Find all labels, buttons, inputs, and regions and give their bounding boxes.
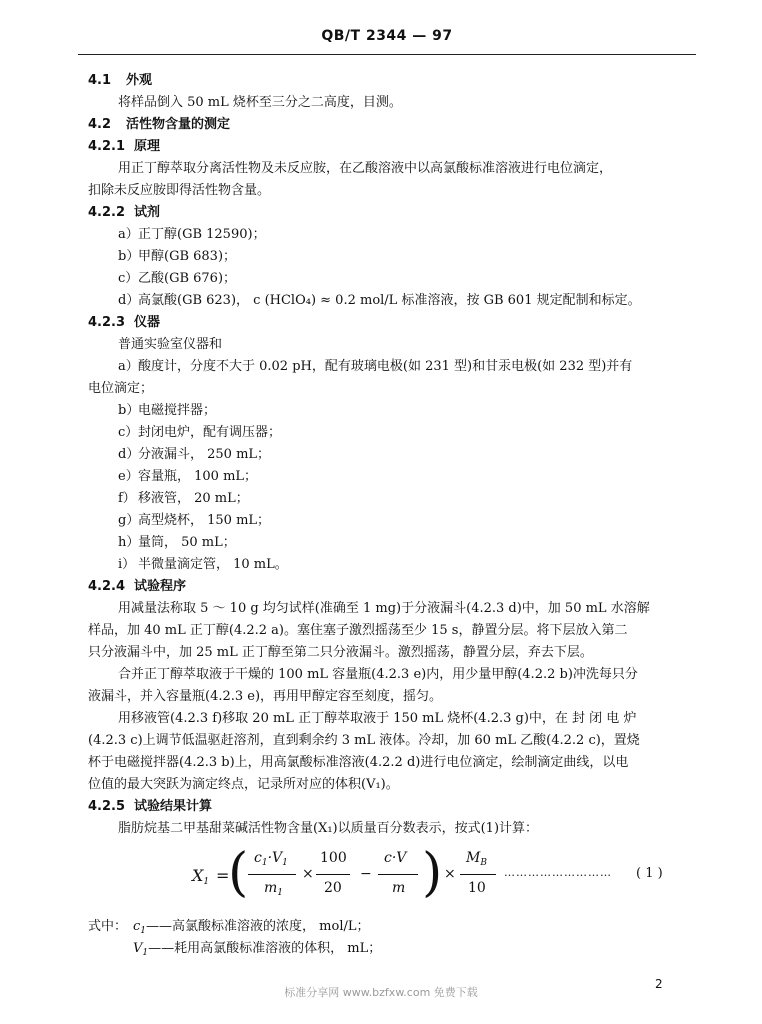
formula-times: × (302, 866, 314, 882)
fraction-bar (248, 874, 296, 875)
list-item: c）封闭电炉，配有调压器； (118, 425, 282, 440)
paragraph-line: 用移液管(4.2.3 f)移取 20 mL 正丁醇萃取液于 150 mL 烧杯(4.2.3 g)中，在 封 闭 电 炉 (118, 711, 637, 726)
formula-left-paren: ( (228, 843, 249, 903)
paragraph-line: 杯于电磁搅拌器(4.2.3 b)上，用高氯酸标准溶液(4.2.2 d)进行电位滴定，绘制滴定曲线，以电 (88, 755, 629, 770)
formula-1 (88, 844, 700, 916)
fraction-bar (378, 874, 418, 875)
heading-4-2-5: 4.2.5 试验结果计算 (88, 799, 213, 814)
formula-denominator-3: m (392, 880, 406, 896)
paragraph-line: 用减量法称取 5 ～ 10 g 均匀试样(准确至 1 mg)于分液漏斗(4.2.3 d)中，加 50 mL 水溶解 (118, 601, 650, 616)
apparatus-list (88, 400, 700, 576)
paragraph-line: 合并正丁醇萃取液于干燥的 100 mL 容量瓶(4.2.3 e)内，用少量甲醇(4.2.2 b)冲洗每只分 (118, 667, 638, 682)
paragraph-line: 样品，加 40 mL 正丁醇(4.2.2 a)。塞住塞子激烈摇荡至少 15 s，静置分层。将下层放入第二 (88, 623, 628, 638)
reagent-list (88, 224, 700, 312)
page-number: 2 (655, 977, 663, 991)
page-header (78, 18, 696, 55)
list-item: c）乙酸(GB 676)； (118, 271, 237, 286)
heading-4-2-1: 4.2.1 原理 (88, 139, 161, 154)
formula-denominator-4: 10 (468, 880, 486, 896)
appearance-text: 将样品倒入 50 mL 烧杯至三分之二高度，目测。 (118, 95, 402, 110)
procedure-paragraph-2 (88, 664, 700, 708)
formula-times: × (444, 866, 456, 882)
formula-lhs: $X_1$ (192, 866, 210, 887)
symbol-definitions (88, 916, 700, 960)
heading-4-2-2: 4.2.2 试剂 (88, 205, 161, 220)
heading-4-2-4: 4.2.4 试验程序 (88, 579, 187, 594)
formula-right-paren: ) (422, 843, 443, 903)
fraction-bar (460, 874, 496, 875)
formula-number: ( 1 ) (636, 866, 663, 881)
formula-minus: − (360, 866, 372, 882)
heading-4-2-3: 4.2.3 仪器 (88, 315, 161, 330)
heading-4-2: 4.2 活性物含量的测定 (88, 117, 231, 132)
formula-numerator-1: $c_1\cdot V_1$ (254, 850, 288, 868)
list-item-continuation: 电位滴定； (88, 381, 154, 396)
definition-item: $V_1——$耗用高氯酸标准溶液的体积， mL； (133, 941, 382, 958)
list-item: h）量筒， 50 mL； (118, 535, 236, 550)
formula-equals: = (216, 866, 230, 885)
formula-numerator-3: c·V (384, 850, 407, 866)
fraction-bar (316, 874, 350, 875)
procedure-paragraph-3 (88, 708, 700, 796)
principle-line-1: 用正丁醇萃取分离活性物及未反应胺，在乙酸溶液中以高氯酸标准溶液进行电位滴定， (118, 161, 613, 176)
procedure-paragraph-1 (88, 598, 700, 664)
standard-code: QB/T 2344 — 97 (321, 28, 453, 44)
list-item: a）正丁醇(GB 12590)； (118, 227, 266, 242)
list-item: a）酸度计，分度不大于 0.02 pH，配有玻璃电极(如 231 型)和甘汞电极(如 232 型)并有 (118, 359, 633, 374)
list-item: f） 移液管， 20 mL； (118, 491, 249, 506)
definition-prefix: 式中： (88, 919, 128, 934)
apparatus-intro: 普通实验室仪器和 (118, 337, 223, 352)
formula-leader-dots: ……………………… (504, 866, 612, 879)
formula-numerator-2: 100 (320, 850, 347, 866)
list-item: b）电磁搅拌器； (118, 403, 217, 418)
principle-line-2: 扣除未反应胺即得活性物含量。 (88, 183, 271, 198)
formula-denominator-2: 20 (324, 880, 342, 896)
definition-item: 式中： $c_1——$高氯酸标准溶液的浓度， mol/L； (88, 919, 370, 936)
list-item: i） 半微量滴定管， 10 mL。 (118, 557, 288, 572)
list-item: d）分液漏斗， 250 mL； (118, 447, 271, 462)
list-item: b）甲醇(GB 683)； (118, 249, 237, 264)
paragraph-line: 位值的最大突跃为滴定终点，记录所对应的体积(V₁)。 (88, 777, 399, 792)
formula-denominator-1: $m_1$ (264, 880, 284, 898)
paragraph-line: 液漏斗，并入容量瓶(4.2.3 e)，再用甲醇定容至刻度，摇匀。 (88, 689, 443, 704)
list-item: d）高氯酸(GB 623)， c (HClO₄) ≈ 0.2 mol/L 标准溶液，按 GB 601 规定配制和标定。 (118, 293, 641, 308)
watermark: 标准分享网 www.bzfxw.com 免费下载 (284, 986, 478, 999)
list-item: g）高型烧杯， 150 mL； (118, 513, 271, 528)
formula-numerator-4: $M_B$ (466, 850, 487, 868)
document-body (88, 70, 700, 960)
calculation-text: 脂肪烷基二甲基甜菜碱活性物含量(X₁)以质量百分数表示，按式(1)计算： (118, 821, 539, 836)
paragraph-line: 只分液漏斗中，加 25 mL 正丁醇至第二只分液漏斗。激烈摇荡，静置分层，弃去下层。 (88, 645, 593, 660)
paragraph-line: (4.2.3 c)上调节低温驱赶溶剂，直到剩余约 3 mL 液体。冷却，加 60 mL 乙酸(4.2.2 c)，置烧 (88, 733, 640, 748)
heading-4-1: 4.1 外观 (88, 73, 153, 88)
list-item: e）容量瓶， 100 mL； (118, 469, 258, 484)
